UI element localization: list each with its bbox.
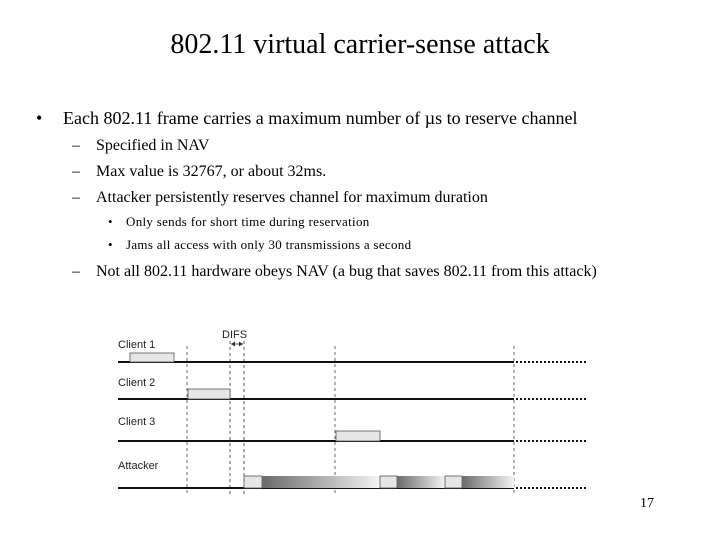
dash-mark: – [72,137,80,154]
attacker-frame [380,476,397,488]
attacker-nav-reservation [462,476,514,488]
attacker-reservation-1 [244,476,380,488]
attacker-reservation-3 [445,476,514,488]
row-label-attacker: Attacker [118,460,159,472]
subsub-bullet-text: Only sends for short time during reservation [126,214,370,229]
sub-bullet-text: Attacker persistently reserves channel for maximum duration [96,189,488,206]
difs-label: DIFS [222,329,248,341]
client-2-frame [188,389,230,399]
bullet-mark: • [36,108,43,128]
nav-attack-timing-diagram [110,322,620,494]
row-label-client-2: Client 2 [118,377,156,389]
sub-bullet-text: Not all 802.11 hardware obeys NAV (a bug that saves 802.11 from this attack) [96,263,597,280]
page-number: 17 [640,496,654,511]
bullet-mark: • [108,214,113,229]
client-1-frame [130,353,174,362]
sub-bullet-text: Max value is 32767, or about 32ms. [96,163,327,180]
attacker-nav-reservation [397,476,445,488]
row-label-client-1: Client 1 [118,339,156,351]
main-bullet-text: Each 802.11 frame carries a maximum number of µs to reserve channel [63,108,578,128]
attacker-frame [445,476,462,488]
slide-title: 802.11 virtual carrier-sense attack [170,29,550,60]
client-3-frame [336,431,380,441]
sub-bullet-text: Specified in NAV [96,137,210,154]
dash-mark: – [72,163,80,180]
attacker-nav-reservation [262,476,380,488]
bullet-mark: • [108,237,113,252]
attacker-frame [244,476,262,488]
subsub-bullet-text: Jams all access with only 30 transmissions a second [126,237,412,252]
attacker-reservation-2 [380,476,445,488]
dash-mark: – [72,189,80,206]
dash-mark: – [72,263,80,280]
row-label-client-3: Client 3 [118,416,156,428]
